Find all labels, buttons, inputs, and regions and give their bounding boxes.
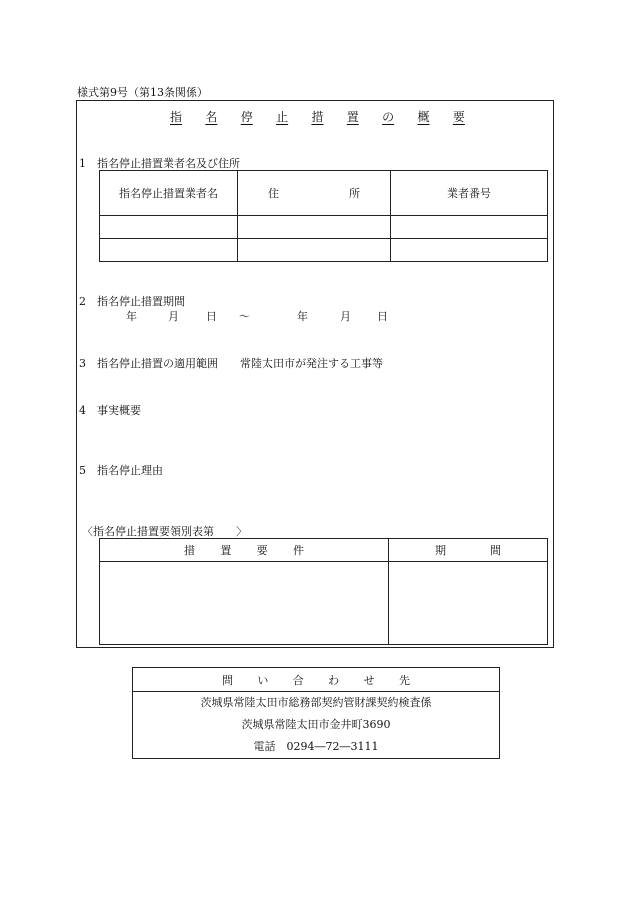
header-address-char: 所 (349, 187, 360, 200)
form-number-label: 様式第9号（第13条関係） (77, 86, 208, 99)
period-year: 年 (297, 310, 308, 323)
contact-title (133, 668, 499, 692)
title-char: の (382, 110, 395, 124)
period-year: 年 (126, 310, 137, 323)
contact-title-char: わ (328, 673, 340, 687)
table-header-row (100, 171, 548, 216)
title-char: 指 (170, 110, 183, 124)
title-char: 名 (205, 110, 218, 124)
section-label: 指名停止措置業者名及び住所 (97, 157, 240, 170)
title-char: 概 (417, 110, 430, 124)
section-number: 2 (79, 295, 86, 308)
period-tilde: ～ (239, 310, 250, 323)
table-row (100, 562, 548, 645)
section-3-heading (79, 355, 383, 371)
section-number: 3 (79, 357, 86, 370)
form-title (170, 108, 465, 125)
contact-title-char: せ (363, 673, 375, 687)
appendix-label: 〈指名停止措置要領別表第 〉 (82, 525, 247, 538)
section-label: 指名停止措置期間 (97, 295, 185, 308)
contact-box (132, 667, 500, 759)
title-char: 止 (276, 110, 289, 124)
header-address (238, 171, 391, 216)
header-contractor-name: 指名停止措置業者名 (100, 171, 238, 216)
period-month: 月 (168, 310, 179, 323)
title-char: 要 (452, 110, 465, 124)
scope-value: 常陸太田市が発注する工事等 (240, 357, 383, 370)
section-label: 指名停止措置の適用範囲 (97, 357, 218, 370)
contact-title-char: い (257, 673, 269, 687)
header-char: 置 (220, 544, 232, 557)
header-char: 要 (256, 544, 268, 557)
section-1-heading (79, 155, 240, 171)
table-cell[interactable] (391, 239, 548, 262)
measures-table (99, 538, 548, 645)
table-cell[interactable] (100, 239, 238, 262)
suspension-period (126, 308, 388, 324)
contractor-table (99, 170, 548, 262)
table-cell[interactable] (389, 562, 548, 645)
contact-title-char: 先 (398, 673, 410, 687)
contact-phone: 電話 0294―72―3111 (253, 740, 379, 753)
period-day: 日 (206, 310, 217, 323)
title-char: 置 (346, 110, 359, 124)
header-address-char: 住 (268, 187, 279, 200)
table-row (100, 216, 548, 239)
contact-department: 茨城県常陸太田市総務部契約管財課契約検査係 (200, 696, 432, 709)
section-label: 事実概要 (97, 404, 141, 417)
section-number: 5 (79, 464, 86, 477)
section-number: 4 (79, 404, 86, 417)
table-cell[interactable] (391, 216, 548, 239)
header-requirements (100, 539, 389, 562)
table-cell[interactable] (100, 216, 238, 239)
contact-title-char: 問 (222, 673, 233, 687)
table-row (100, 239, 548, 262)
table-cell[interactable] (238, 216, 391, 239)
section-label: 指名停止理由 (97, 464, 163, 477)
contact-title-char: 合 (292, 673, 304, 687)
header-char: 措 (184, 544, 195, 557)
header-char: 期 (435, 544, 446, 557)
header-char: 件 (292, 544, 304, 557)
period-day: 日 (377, 310, 388, 323)
section-4-heading (79, 402, 141, 418)
table-cell[interactable] (238, 239, 391, 262)
section-5-heading (79, 462, 163, 478)
table-cell[interactable] (100, 562, 389, 645)
header-char: 間 (490, 544, 501, 557)
period-month: 月 (340, 310, 351, 323)
section-number: 1 (79, 157, 86, 170)
table-header-row (100, 539, 548, 562)
header-period (389, 539, 548, 562)
contact-address: 茨城県常陸太田市金井町3690 (241, 718, 391, 731)
title-char: 停 (240, 110, 253, 124)
section-2-heading (79, 293, 185, 309)
header-contractor-number: 業者番号 (391, 171, 548, 216)
title-char: 措 (311, 110, 324, 124)
